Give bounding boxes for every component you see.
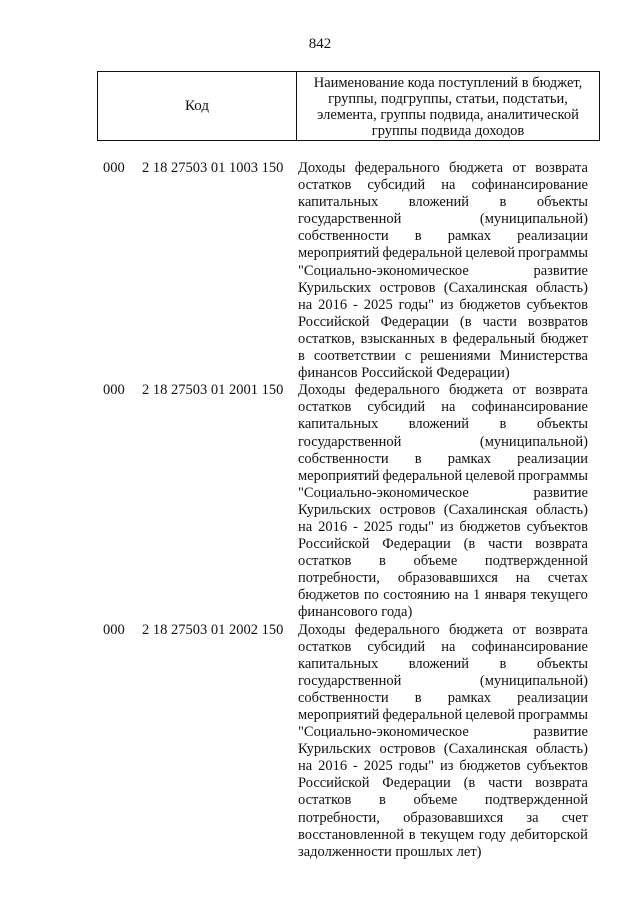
description-line: капитальных вложений в объекты bbox=[298, 194, 588, 211]
description-line: остатков в объеме подтвержденной bbox=[298, 553, 588, 570]
code-rows bbox=[0, 160, 640, 861]
description-line: государственной (муниципальной) bbox=[298, 672, 588, 689]
description-line: "Социально-экономическое развитие bbox=[298, 724, 588, 741]
description-line: восстановленной в текущем году дебиторской bbox=[298, 826, 588, 843]
row-prefix: 000 bbox=[103, 160, 125, 176]
description-line: Доходы федерального бюджета от возврата bbox=[298, 621, 588, 638]
description-line: остатков в объеме подтвержденной bbox=[298, 792, 588, 809]
description-line: государственной (муниципальной) bbox=[298, 433, 588, 450]
description-line: капитальных вложений в объекты bbox=[298, 416, 588, 433]
header-code-label: Код bbox=[98, 72, 297, 140]
header-name-label bbox=[297, 72, 599, 140]
description-line: мероприятий федеральной целевой программы bbox=[298, 707, 588, 723]
description-line: собственности в рамках реализации bbox=[298, 689, 588, 706]
description-line: задолженности прошлых лет) bbox=[298, 843, 482, 860]
row-code: 2 18 27503 01 1003 150 bbox=[142, 160, 284, 176]
page-number: 842 bbox=[308, 36, 332, 52]
description-line: Курильских островов (Сахалинская область) bbox=[298, 741, 588, 758]
description-line: мероприятий федеральной целевой программы bbox=[298, 467, 588, 484]
row-description bbox=[298, 622, 588, 861]
description-line: государственной (муниципальной) bbox=[298, 211, 588, 228]
description-line: Российской Федерации (в части возвратов bbox=[298, 313, 588, 330]
description-line: собственности в рамках реализации bbox=[298, 450, 588, 467]
description-line: остатков субсидий на софинансирование bbox=[298, 399, 588, 416]
description-line: на 2016 - 2025 годы" из бюджетов субъектов bbox=[298, 758, 588, 775]
row-prefix: 000 bbox=[103, 621, 125, 638]
description-line: "Социально-экономическое развитие bbox=[298, 262, 588, 279]
description-line: финансов Российской Федерации) bbox=[298, 365, 510, 382]
row-prefix: 000 bbox=[103, 382, 125, 399]
description-line: финансового года) bbox=[298, 604, 413, 621]
table-header bbox=[97, 71, 600, 141]
description-line: остатков субсидий на софинансирование bbox=[298, 177, 588, 194]
description-line: потребности, образовавшихся на счетах bbox=[298, 570, 588, 587]
description-line: Российской Федерации (в части возврата bbox=[298, 536, 588, 553]
header-name-line: Наименование кода поступлений в бюджет, bbox=[313, 75, 583, 91]
row-code: 2 18 27503 01 2002 150 bbox=[142, 621, 284, 638]
row-code: 2 18 27503 01 2001 150 bbox=[142, 382, 284, 399]
table-row bbox=[0, 382, 640, 621]
description-line: Доходы федерального бюджета от возврата bbox=[298, 160, 588, 176]
description-line: мероприятий федеральной целевой программы bbox=[298, 245, 588, 262]
header-name-line: группы, подгруппы, статьи, подстатьи, bbox=[328, 91, 568, 107]
description-line: остатков, взысканных в федеральный бюджет bbox=[298, 330, 588, 347]
description-line: собственности в рамках реализации bbox=[298, 228, 588, 245]
description-line: Доходы федерального бюджета от возврата bbox=[298, 382, 588, 399]
table-row bbox=[0, 160, 640, 382]
description-line: на 2016 - 2025 годы" из бюджетов субъектов bbox=[298, 518, 588, 535]
description-line: на 2016 - 2025 годы" из бюджетов субъектов bbox=[298, 296, 588, 313]
description-line: бюджетов по состоянию на 1 января текущего bbox=[298, 587, 588, 604]
description-line: Российской Федерации (в части возврата bbox=[298, 775, 588, 792]
description-line: остатков субсидий на софинансирование bbox=[298, 638, 588, 655]
description-line: капитальных вложений в объекты bbox=[298, 655, 588, 672]
header-name-line: элемента, группы подвида, аналитической bbox=[317, 107, 579, 123]
description-line: Курильских островов (Сахалинская область) bbox=[298, 501, 588, 518]
table-row bbox=[0, 622, 640, 861]
header-name-line: группы подвида доходов bbox=[371, 123, 525, 139]
description-line: Курильских островов (Сахалинская область) bbox=[298, 279, 588, 296]
row-description bbox=[298, 160, 588, 382]
description-line: потребности, образовавшихся за счет bbox=[298, 809, 588, 826]
description-line: "Социально-экономическое развитие bbox=[298, 484, 588, 501]
description-line: в соответствии с решениями Министерства bbox=[298, 348, 588, 365]
row-description bbox=[298, 382, 588, 621]
